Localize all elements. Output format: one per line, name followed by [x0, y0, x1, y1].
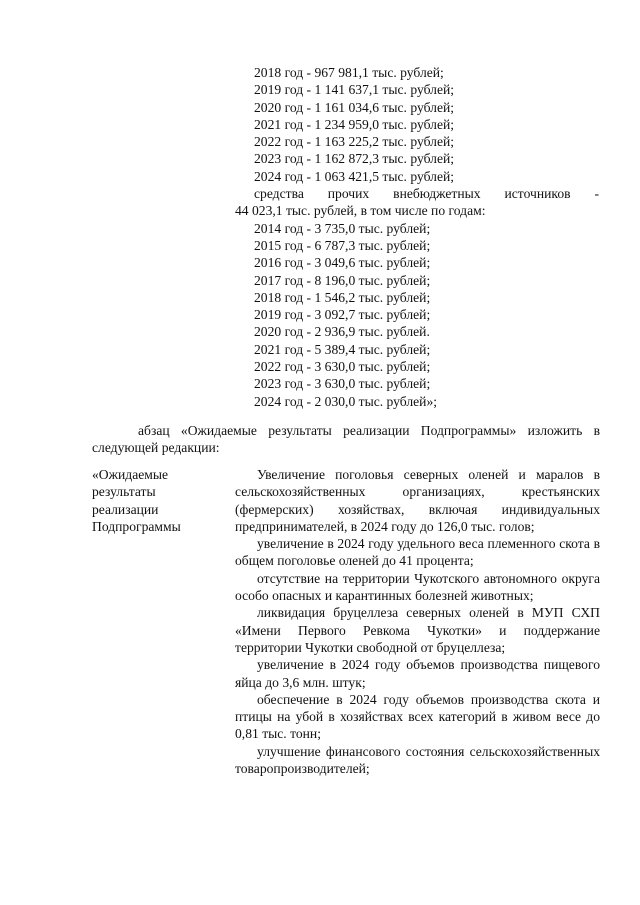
result-item: обеспечение в 2024 году объемов производства скота и птицы на убой в хозяйствах всех категорий в живом весе до 0,81 тыс. тонн;	[235, 691, 600, 742]
label-line: «Ожидаемые	[92, 467, 169, 482]
funding-line: 2018 год - 967 981,1 тыс. рублей;	[254, 65, 444, 80]
label-line: Подпрограммы	[92, 518, 181, 534]
funding-line: 2022 год - 1 163 225,2 тыс. рублей;	[254, 134, 455, 150]
other-sources-year-line: 2017 год - 8 196,0 тыс. рублей;	[254, 272, 431, 288]
amendment-paragraph: абзац «Ожидаемые результаты реализации Подпрограммы» изложить в следующей редакции:	[92, 423, 600, 456]
label-line: реализации	[92, 501, 159, 517]
other-sources-year-line: 2021 год - 5 389,4 тыс. рублей;	[254, 341, 431, 357]
other-sources-year-line: 2022 год - 3 630,0 тыс. рублей;	[254, 359, 431, 375]
result-item: увеличение в 2024 году удельного веса племенного скота в общем поголовье оленей до 41 процента;	[235, 536, 600, 569]
result-item: Увеличение поголовья северных оленей и маралов в сельскохозяйственных организациях, крестьянских (фермерских) хозяйствах, включая индивидуальных предпринимателей, в 2024 году до 126,0 тыс. голов;	[235, 467, 600, 534]
label-line: результаты	[92, 484, 156, 500]
other-sources-year-line: 2018 год - 1 546,2 тыс. рублей;	[254, 289, 431, 305]
funding-line: 2023 год - 1 162 872,3 тыс. рублей;	[254, 151, 455, 167]
funding-line: 2024 год - 1 063 421,5 тыс. рублей;	[254, 168, 455, 184]
funding-by-year-block	[235, 64, 599, 410]
other-sources-year-line: 2019 год - 3 092,7 тыс. рублей;	[254, 307, 431, 323]
result-item: отсутствие на территории Чукотского автономного округа особо опасных и карантинных болезней животных;	[235, 570, 600, 604]
funding-line: 2021 год - 1 234 959,0 тыс. рублей;	[254, 116, 455, 132]
expected-results-list	[235, 466, 600, 777]
other-sources-year-line: 2016 год - 3 049,6 тыс. рублей;	[254, 255, 431, 271]
result-item: ликвидация бруцеллеза северных оленей в МУП СХП «Имени Первого Ревкома Чукотки» и поддержание территории Чукотки свободной от бруцеллеза;	[235, 605, 600, 655]
other-sources-year-line: 2024 год - 2 030,0 тыс. рублей»;	[254, 393, 438, 409]
other-sources-year-line: 2015 год - 6 787,3 тыс. рублей;	[254, 237, 431, 253]
funding-line: 2019 год - 1 141 637,1 тыс. рублей;	[254, 82, 455, 98]
other-sources-line: средства прочих внебюджетных источников -	[254, 186, 599, 202]
result-item: увеличение в 2024 году объемов производства пищевого яйца до 3,6 млн. штук;	[235, 657, 600, 690]
funding-line: 2020 год - 1 161 034,6 тыс. рублей;	[254, 99, 455, 115]
other-sources-total-line: 44 023,1 тыс. рублей, в том числе по годам:	[235, 203, 486, 219]
expected-results-label	[92, 466, 212, 535]
other-sources-year-line: 2020 год - 2 936,9 тыс. рублей.	[254, 324, 430, 340]
result-item: улучшение финансового состояния сельскохозяйственных товаропроизводителей;	[235, 743, 600, 777]
other-sources-year-line: 2023 год - 3 630,0 тыс. рублей;	[254, 376, 431, 392]
other-sources-year-line: 2014 год - 3 735,0 тыс. рублей;	[254, 220, 431, 236]
